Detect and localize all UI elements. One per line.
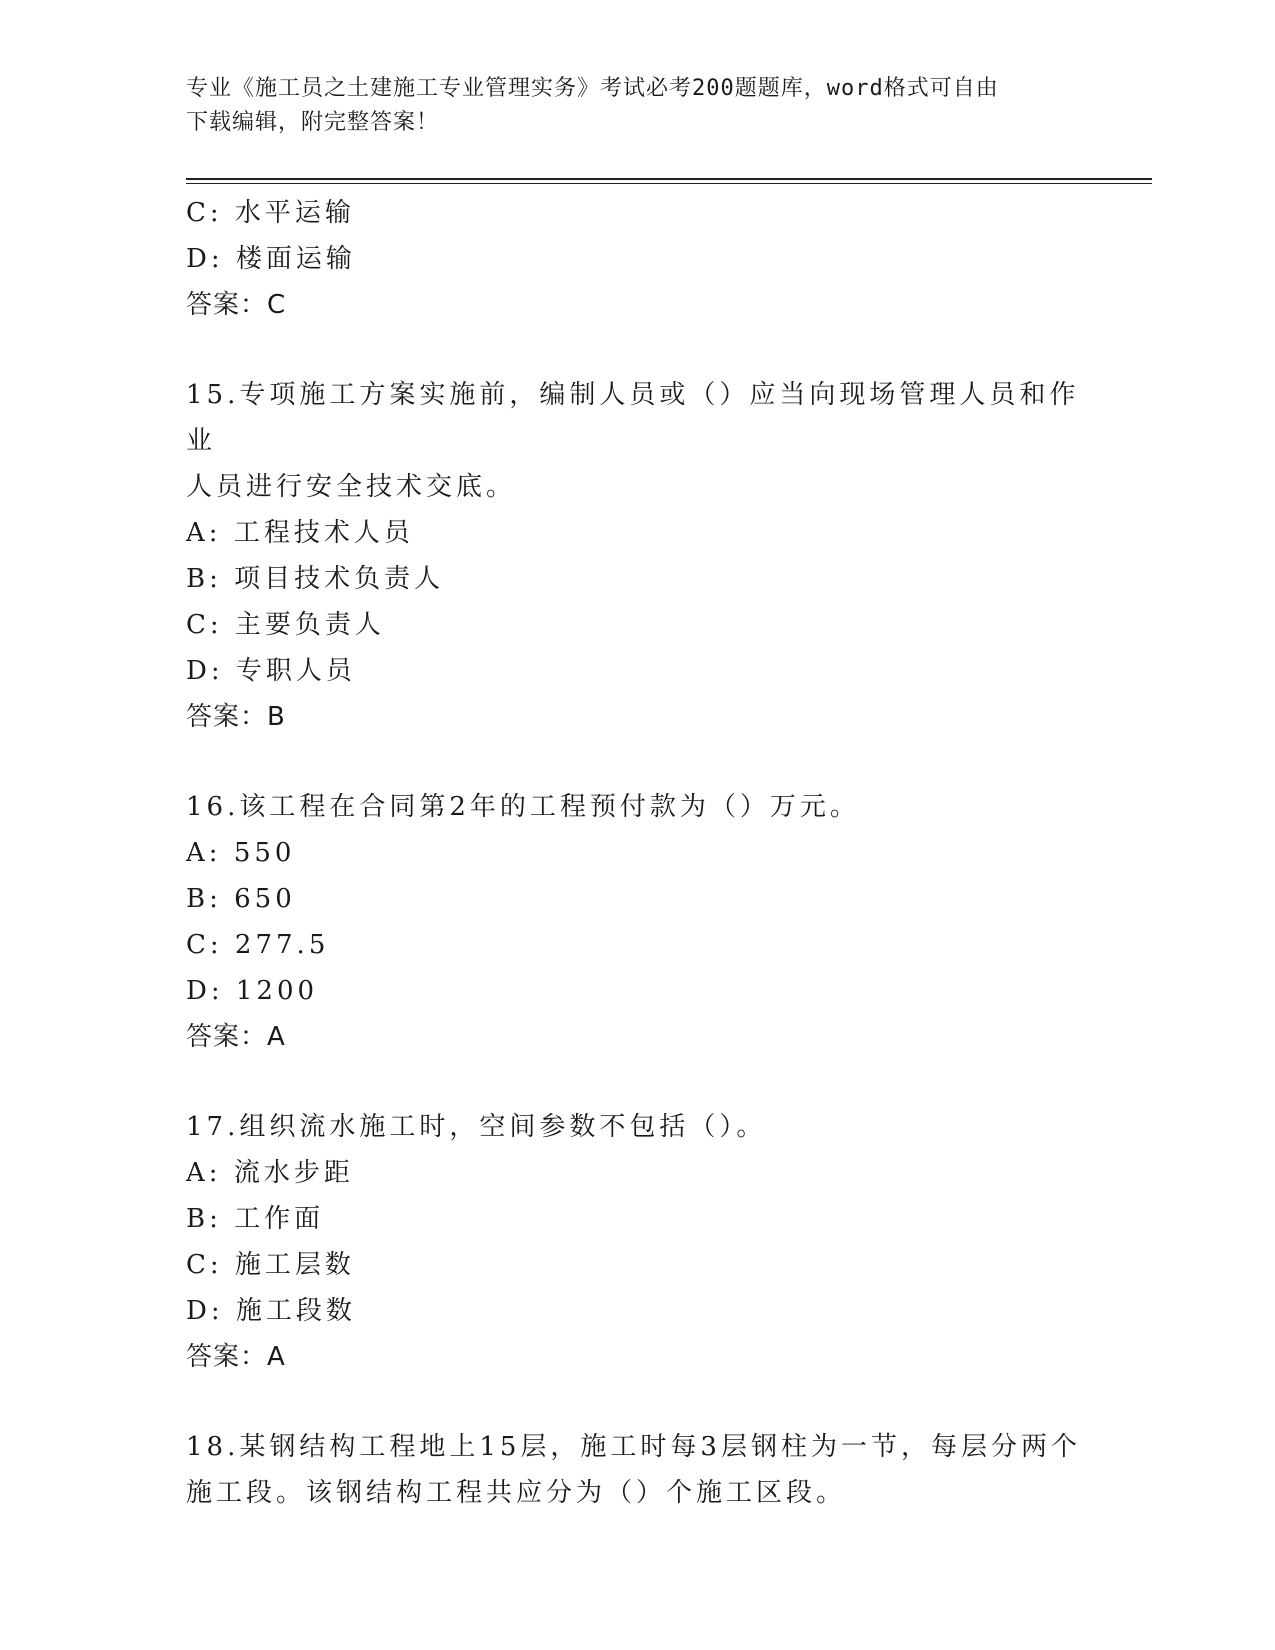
option-d: D: 专职人员 <box>186 656 356 686</box>
option-a: A: 550 <box>186 838 296 868</box>
question-15 <box>186 372 1086 740</box>
question-text-line: 16.该工程在合同第2年的工程预付款为（）万元。 <box>186 792 860 822</box>
header-rule-thick <box>186 178 1152 180</box>
question-16 <box>186 784 1086 1060</box>
question-text-line: 18.某钢结构工程地上15层，施工时每3层钢柱为一节，每层分两个 <box>186 1432 1081 1462</box>
option-c: C: 主要负责人 <box>186 610 385 640</box>
option-b: B: 650 <box>186 884 296 914</box>
option-c: C: 水平运输 <box>186 198 355 228</box>
answer-line: 答案：C <box>186 290 287 320</box>
question-17 <box>186 1104 1086 1380</box>
question-text-line: 17.组织流水施工时，空间参数不包括（）。 <box>186 1112 767 1142</box>
option-a: A: 工程技术人员 <box>186 518 414 548</box>
option-b: B: 项目技术负责人 <box>186 564 445 594</box>
question-18 <box>186 1424 1086 1516</box>
document-header <box>186 72 1086 140</box>
option-c: C: 施工层数 <box>186 1250 355 1280</box>
answer-line: 答案：A <box>186 1342 286 1372</box>
header-line-2: 下载编辑，附完整答案！ <box>186 110 440 135</box>
question-text-line: 施工段。该钢结构工程共应分为（）个施工区段。 <box>186 1478 847 1508</box>
answer-line: 答案：B <box>186 702 286 732</box>
option-d: D: 施工段数 <box>186 1296 356 1326</box>
question-text-line: 15.专项施工方案实施前，编制人员或（）应当向现场管理人员和作业 <box>186 380 1080 456</box>
option-a: A: 流水步距 <box>186 1158 354 1188</box>
document-body <box>186 190 1086 1516</box>
option-d: D: 楼面运输 <box>186 244 356 274</box>
option-c: C: 277.5 <box>186 930 330 960</box>
option-b: B: 工作面 <box>186 1204 325 1234</box>
option-d: D: 1200 <box>186 976 319 1006</box>
question-14-tail <box>186 190 1086 328</box>
answer-line: 答案：A <box>186 1022 286 1052</box>
question-text-line: 人员进行安全技术交底。 <box>186 472 517 502</box>
header-line-1: 专业《施工员之土建施工专业管理实务》考试必考200题题库，word格式可自由 <box>186 76 999 101</box>
header-rule-thin <box>186 183 1152 184</box>
